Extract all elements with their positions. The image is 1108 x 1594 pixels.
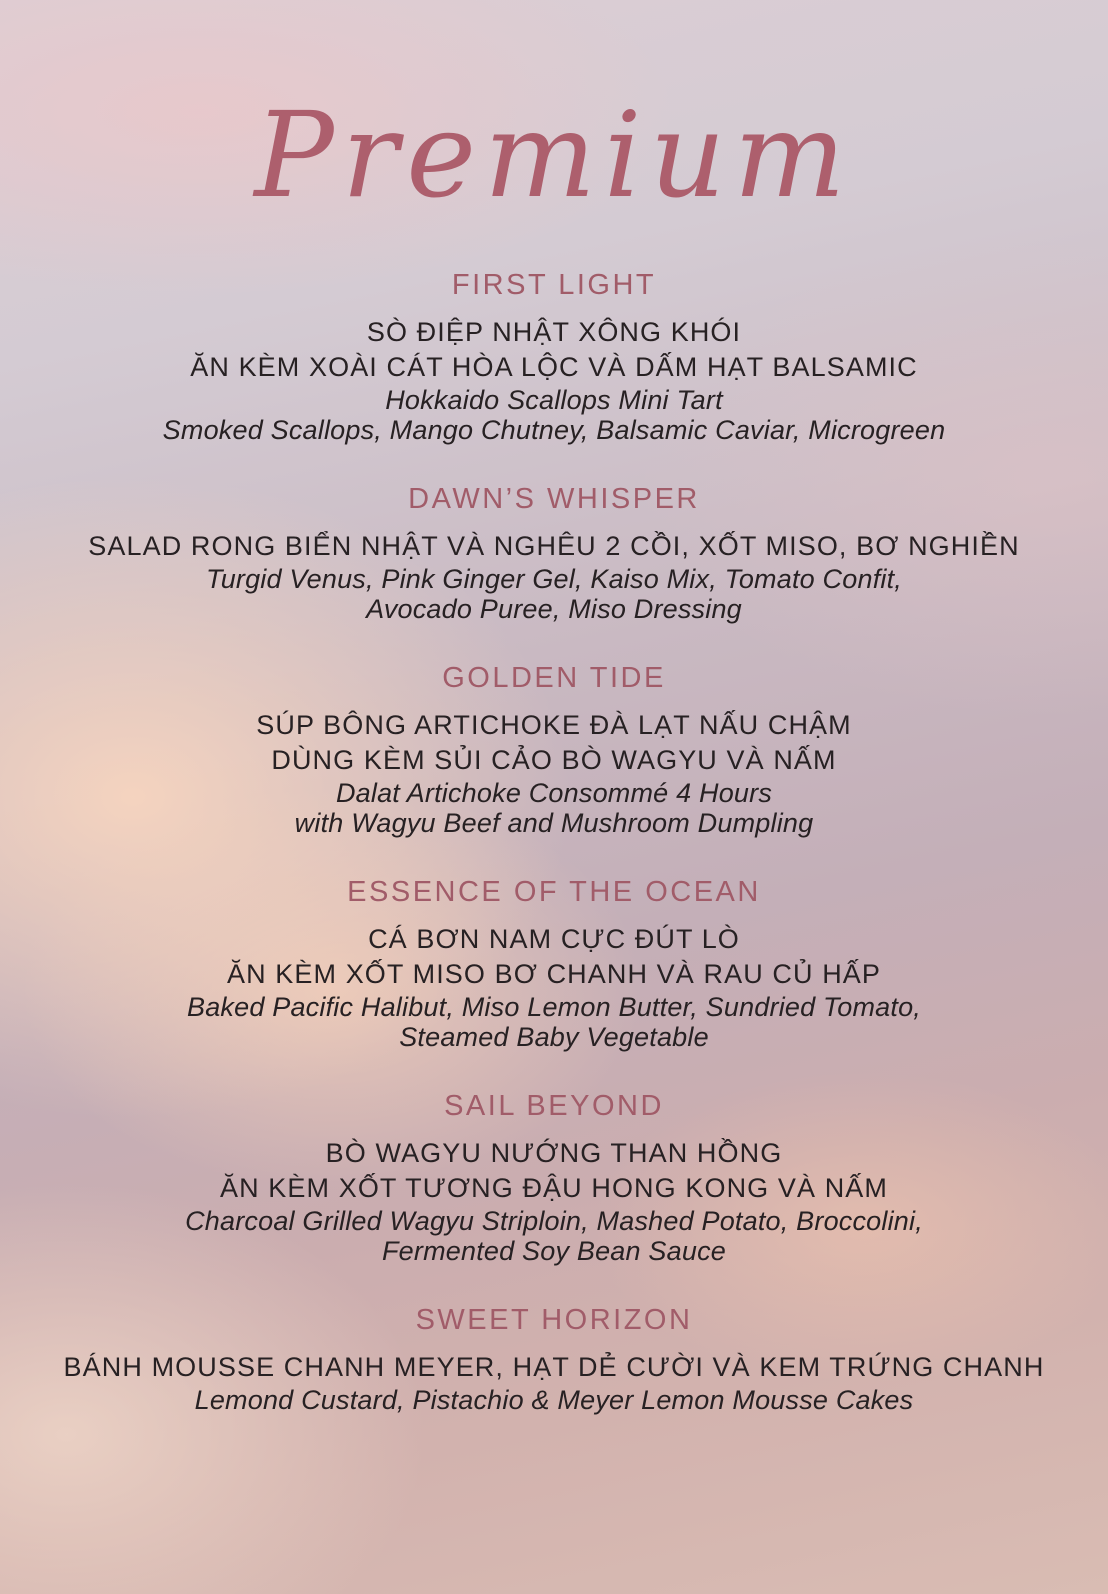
dish-description-line: Steamed Baby Vegetable bbox=[399, 1021, 709, 1052]
course-sail-beyond bbox=[0, 1089, 1108, 1266]
dish-description-line: Baked Pacific Halibut, Miso Lemon Butter, Sundried Tomato, bbox=[187, 991, 921, 1022]
menu-sections bbox=[0, 268, 1108, 1415]
dish-description-line: Charcoal Grilled Wagyu Striploin, Mashed Potato, Broccolini, bbox=[185, 1205, 923, 1236]
dish-line: ĂN KÈM XỐT TƯƠNG ĐẬU HONG KONG VÀ NẤM bbox=[220, 1172, 888, 1203]
course-name: GOLDEN TIDE bbox=[442, 661, 666, 694]
dish-line: SALAD RONG BIỂN NHẬT VÀ NGHÊU 2 CỒI, XỐT MISO, BƠ NGHIỀN bbox=[88, 530, 1020, 561]
course-name: DAWN’S WHISPER bbox=[408, 482, 700, 515]
dish-line: CÁ BƠN NAM CỰC ĐÚT LÒ bbox=[368, 923, 740, 954]
dish-description-line: Dalat Artichoke Consommé 4 Hours bbox=[335, 777, 773, 808]
dish-line: DÙNG KÈM SỦI CẢO BÒ WAGYU VÀ NẤM bbox=[271, 744, 837, 775]
course-name: SWEET HORIZON bbox=[415, 1303, 693, 1336]
course-golden-tide bbox=[0, 661, 1108, 838]
dish-description-line: Lemond Custard, Pistachio & Meyer Lemon Mousse Cakes bbox=[194, 1384, 914, 1415]
course-first-light bbox=[0, 268, 1108, 445]
dish-description-line: Hokkaido Scallops Mini Tart bbox=[385, 384, 723, 415]
dish-line: ĂN KÈM XỐT MISO BƠ CHANH VÀ RAU CỦ HẤP bbox=[226, 958, 882, 989]
menu-title: Premium bbox=[254, 86, 854, 224]
course-name: SAIL BEYOND bbox=[444, 1089, 664, 1122]
dish-line: ĂN KÈM XOÀI CÁT HÒA LỘC VÀ DẤM HẠT BALSAMIC bbox=[190, 351, 918, 382]
course-name: ESSENCE OF THE OCEAN bbox=[347, 875, 761, 908]
dish-line: BÒ WAGYU NƯỚNG THAN HỒNG bbox=[325, 1137, 783, 1168]
course-dawns-whisper bbox=[0, 482, 1108, 624]
dish-line: BÁNH MOUSSE CHANH MEYER, HẠT DẺ CƯỜI VÀ KEM TRỨNG CHANH bbox=[63, 1351, 1045, 1382]
dish-description-line: Turgid Venus, Pink Ginger Gel, Kaiso Mix, Tomato Confit, bbox=[206, 563, 902, 594]
course-name: FIRST LIGHT bbox=[451, 268, 657, 301]
dish-description-line: Avocado Puree, Miso Dressing bbox=[366, 593, 742, 624]
dish-description-line: Fermented Soy Bean Sauce bbox=[381, 1235, 726, 1266]
dish-line: SÒ ĐIỆP NHẬT XÔNG KHÓI bbox=[366, 316, 742, 347]
course-sweet-horizon bbox=[0, 1303, 1108, 1415]
course-essence-of-the-ocean bbox=[0, 875, 1108, 1052]
dish-line: SÚP BÔNG ARTICHOKE ĐÀ LẠT NẤU CHẬM bbox=[256, 709, 852, 740]
dish-description-line: Smoked Scallops, Mango Chutney, Balsamic Caviar, Microgreen bbox=[162, 414, 946, 445]
dish-description-line: with Wagyu Beef and Mushroom Dumpling bbox=[294, 807, 814, 838]
